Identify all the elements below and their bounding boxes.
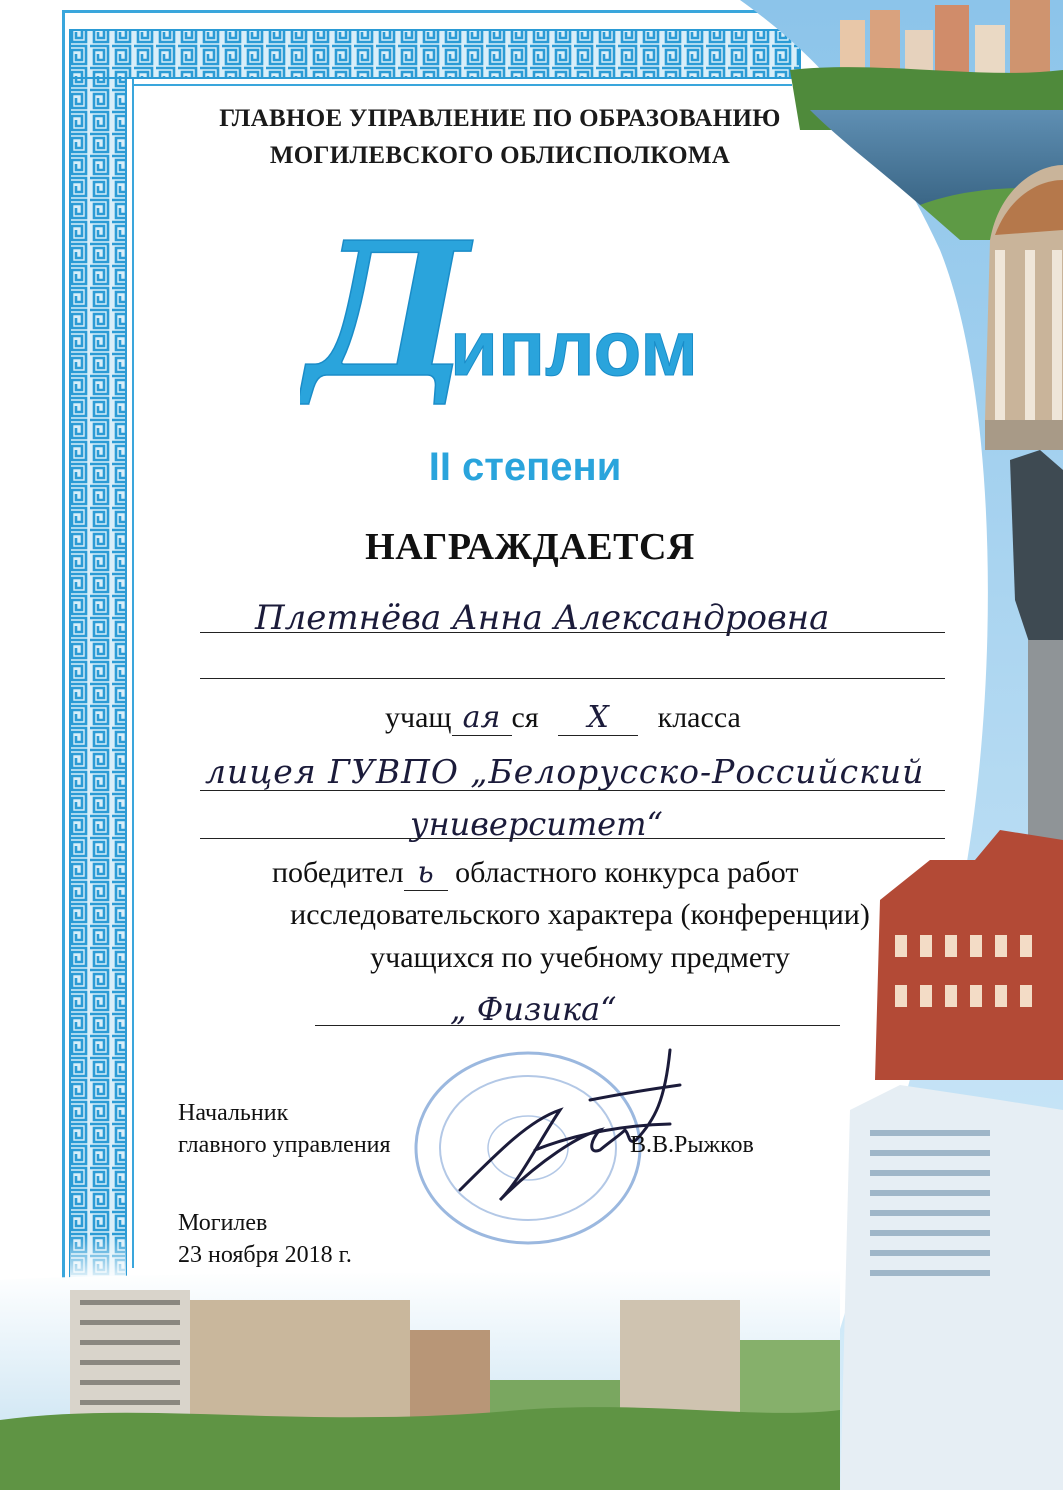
- title-initial: Д: [305, 215, 470, 415]
- institution-line-1: лицея ГУВПО „Белорусско-Российский: [205, 752, 925, 791]
- diploma-title-art: [300, 215, 760, 415]
- name-underline: [200, 632, 945, 633]
- authority-line-2: МОГИЛЕВСКОГО ОБЛИСПОЛКОМА: [269, 142, 731, 169]
- authority-line-1: ГЛАВНОЕ УПРАВЛЕНИЕ ПО ОБРАЗОВАНИЮ: [219, 105, 781, 132]
- institution-line-2: университет“: [410, 805, 663, 843]
- student-ending: ая: [452, 700, 512, 736]
- awarded-heading: НАГРАЖДАЕТСЯ: [365, 526, 695, 568]
- achievement-line-2: исследовательского характера (конференции): [290, 898, 870, 931]
- subject-underline: [315, 1025, 840, 1026]
- student-prefix: учащ: [385, 701, 452, 734]
- student-suffix: класса: [657, 701, 741, 734]
- achievement-line1-rest: областного конкурса работ: [455, 856, 799, 889]
- institution-underline-2: [200, 838, 945, 839]
- achievement-prefix: победител: [272, 856, 404, 889]
- grade-number: X: [558, 700, 638, 736]
- name-underline-2: [200, 678, 945, 679]
- title-rest: иплом: [450, 304, 698, 392]
- achievement-line-1: [272, 855, 798, 891]
- achievement-ending: ь: [404, 855, 448, 891]
- subject-name: „ Физика“: [450, 990, 617, 1028]
- achievement-line-3: учащихся по учебному предмету: [370, 941, 790, 974]
- issue-date: 23 ноября 2018 г.: [178, 1242, 352, 1268]
- diploma-title: [300, 215, 760, 415]
- institution-underline-1: [200, 790, 945, 791]
- issue-city: Могилев: [178, 1210, 268, 1236]
- signatory-title-line-2: главного управления: [178, 1132, 391, 1158]
- recipient-name: Плетнёва Анна Александровна: [255, 598, 830, 638]
- signatory-name: В.В.Рыжков: [630, 1132, 754, 1158]
- signatory-title-line-1: Начальник: [178, 1100, 289, 1126]
- student-middle: ся: [511, 701, 539, 734]
- student-line: [385, 700, 741, 736]
- diploma-degree: II степени: [428, 445, 622, 489]
- issuing-authority: [120, 100, 880, 174]
